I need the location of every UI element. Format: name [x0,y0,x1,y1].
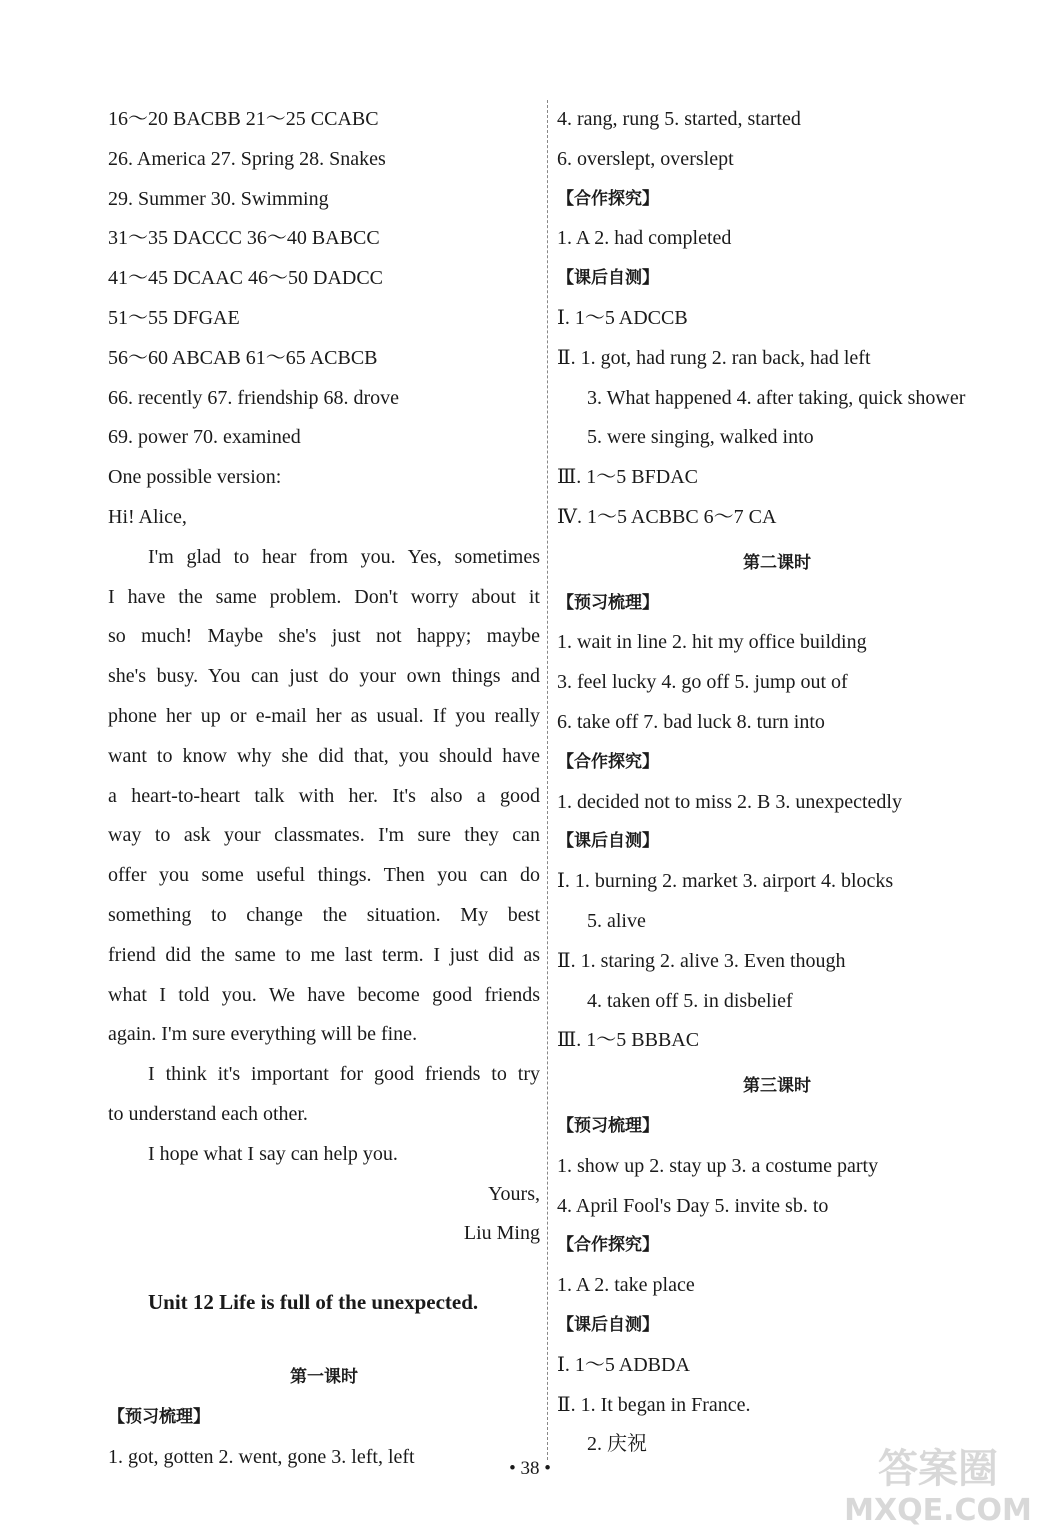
answer-line: Hi! Alice, [108,505,187,528]
letter-line: I think it's important for good friends to try [148,1063,540,1086]
answer-line: 16～20 BACBB 21～25 CCABC [108,108,379,130]
coop-header: 【合作探究】 [557,1235,659,1256]
letter-signature: Liu Ming [463,1222,540,1245]
answer-line: One possible version: [108,466,282,489]
answer-line: 51～55 DFGAE [108,306,240,329]
self-test-line: Ⅰ. 1～5 ADBDA [557,1353,690,1376]
lesson3-title: 第三课时 [743,1076,811,1097]
coop-header: 【合作探究】 [557,188,659,209]
preview-answer-line: 1. wait in line 2. hit my office building [557,631,867,654]
coop-answer: 1. A 2. take place [557,1274,695,1297]
letter-line: want to know why she did that, you should have [108,744,540,767]
lesson1-title: 第一课时 [290,1367,358,1388]
self-test-line: Ⅲ. 1～5 BBBAC [557,1029,700,1052]
letter-line: she's busy. You can just do your own things and [108,665,540,688]
letter-line: what I told you. We have become good friends [108,983,540,1006]
watermark-text-url: MXQE.COM [844,1493,1032,1528]
letter-paragraph-3: I hope what I say can help you. [148,1142,398,1165]
letter-line: offer you some useful things. Then you can do [108,864,540,887]
left-column [108,100,540,1478]
letter-line: phone her up or e-mail her as usual. If you really [108,704,540,727]
right-column [557,100,997,1465]
preview-answer-line: 3. feel lucky 4. go off 5. jump out of [557,671,848,694]
self-test-line: Ⅰ. 1～5 ADCCB [557,306,688,329]
preview-header: 【预习梳理】 [557,592,659,613]
column-divider [547,100,548,1460]
self-test-line: 5. were singing, walked into [587,426,814,449]
self-test-line: Ⅱ. 1. staring 2. alive 3. Even though [557,949,846,972]
answer-line: 41～45 DCAAC 46～50 DADCC [108,267,384,290]
watermark-text-cn: 答案圈 [878,1446,998,1492]
letter-line: again. I'm sure everything will be fine. [108,1023,418,1046]
preview-header: 【预习梳理】 [108,1406,210,1427]
letter-line: a heart-to-heart talk with her. It's also a good [108,784,540,807]
preview-answer-line: 4. April Fool's Day 5. invite sb. to [557,1194,829,1217]
watermark-logo [838,1432,1038,1528]
letter-line: something to change the situation. My best [108,903,540,926]
letter-line: to understand each other. [108,1102,308,1125]
coop-answer: 1. decided not to miss 2. B 3. unexpectedly [557,790,902,813]
self-test-line: Ⅳ. 1～5 ACBBC 6～7 CA [557,505,777,528]
letter-line: I have the same problem. Don't worry about it [108,585,540,608]
self-test-line: Ⅱ. 1. It began in France. [557,1393,751,1416]
unit-title: Unit 12 Life is full of the unexpected. [148,1290,479,1315]
coop-answer: 1. A 2. had completed [557,227,732,250]
letter-body [108,538,540,1175]
answer-line: 4. rang, rung 5. started, started [557,108,801,130]
self-test-line: Ⅱ. 1. got, had rung 2. ran back, had left [557,346,871,369]
answer-line: 56～60 ABCAB 61～65 ACBCB [108,346,378,369]
letter-line: I'm glad to hear from you. Yes, sometimes [148,545,540,568]
answer-line: 69. power 70. examined [108,426,301,449]
preview-answer-line: 1. got, gotten 2. went, gone 3. left, left [108,1445,415,1468]
self-test-header: 【课后自测】 [557,831,659,852]
self-test-header: 【课后自测】 [557,1314,659,1335]
self-test-line: Ⅲ. 1～5 BFDAC [557,466,698,489]
answer-line: 29. Summer 30. Swimming [108,187,329,210]
self-test-line: 3. What happened 4. after taking, quick shower [587,386,966,409]
self-test-line: 5. alive [587,909,646,932]
letter-line: friend did the same to me last term. I just did as [108,943,540,966]
preview-answer-line: 1. show up 2. stay up 3. a costume party [557,1154,879,1177]
answer-line: 66. recently 67. friendship 68. drove [108,386,400,409]
self-test-line: Ⅰ. 1. burning 2. market 3. airport 4. blocks [557,870,894,893]
lesson2-title: 第二课时 [743,552,811,573]
letter-line: way to ask your classmates. I'm sure they can [108,824,540,847]
answer-line: 26. America 27. Spring 28. Snakes [108,147,386,170]
self-test-line: 2. 庆祝 [587,1433,647,1456]
preview-header: 【预习梳理】 [557,1115,659,1136]
self-test-line: 4. taken off 5. in disbelief [587,989,793,1012]
letter-line: so much! Maybe she's just not happy; maybe [108,625,540,648]
self-test-header: 【课后自测】 [557,268,659,289]
letter-closing: Yours, [488,1182,540,1205]
page-number: • 38 • [509,1458,551,1479]
preview-answer-line: 6. take off 7. bad luck 8. turn into [557,710,825,733]
answer-line: 31～35 DACCC 36～40 BABCC [108,227,380,250]
answer-line: 6. overslept, overslept [557,147,734,170]
coop-header: 【合作探究】 [557,751,659,772]
